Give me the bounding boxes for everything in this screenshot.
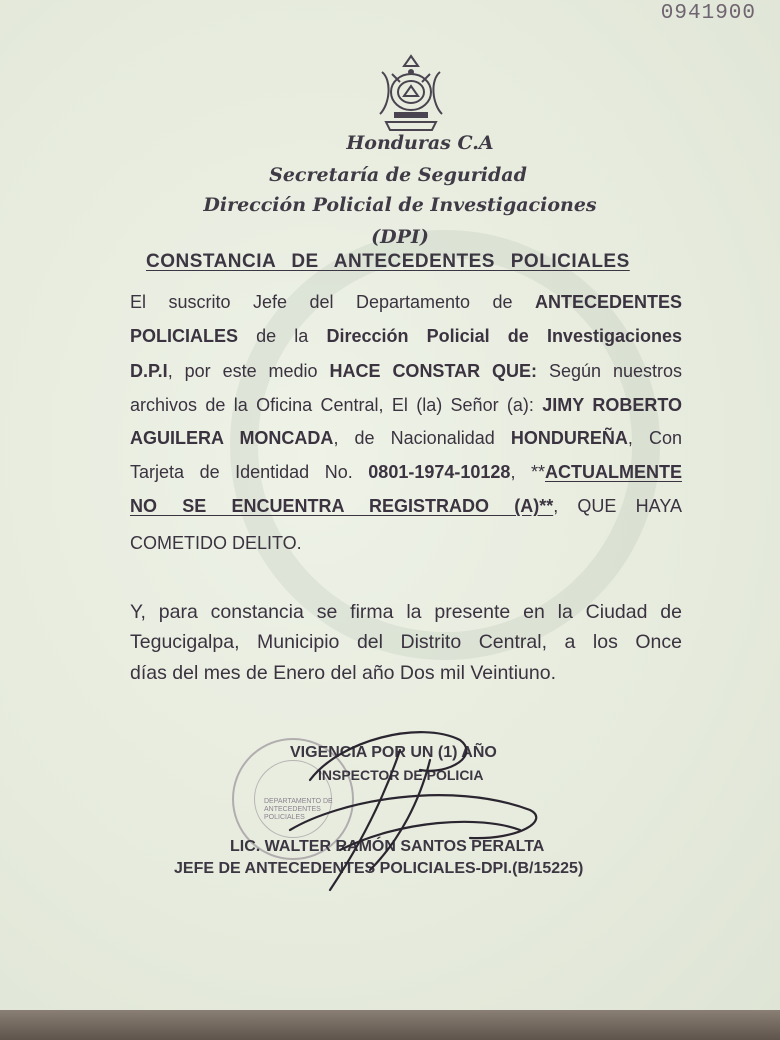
body-line-6: Tarjeta de Identidad No. 0801-1974-10128, **ACTUALMENTE xyxy=(130,462,682,482)
coat-of-arms-emblem xyxy=(372,52,450,134)
handwritten-signature xyxy=(250,720,570,900)
body-line-3: D.P.I, por este medio HACE CONSTAR QUE: Según nuestros xyxy=(130,361,683,381)
body-line-8: COMETIDO DELITO. xyxy=(130,533,302,553)
closing-line-1: Y, para constancia se firma la presente en la Ciudad de xyxy=(130,601,682,623)
officer-name: LIC. WALTER RAMÓN SANTOS PERALTA xyxy=(230,838,545,855)
header-acronym: (DPI) xyxy=(371,226,429,248)
body-line-5: AGUILERA MONCADA, de Nacionalidad HONDUREÑA, Con xyxy=(130,428,682,448)
serial-number: 0941900 xyxy=(660,2,756,25)
officer-position: JEFE DE ANTECEDENTES POLICIALES-DPI.(B/15225) xyxy=(174,860,584,877)
body-line-2: POLICIALES de la Dirección Policial de Investigaciones xyxy=(130,326,682,346)
table-surface xyxy=(0,1010,780,1040)
header-ministry: Secretaría de Seguridad xyxy=(269,164,527,186)
body-line-7: NO SE ENCUENTRA REGISTRADO (A)**, QUE HAYA xyxy=(130,496,682,516)
header-directorate: Dirección Policial de Investigaciones xyxy=(203,194,597,216)
body-line-1: El suscrito Jefe del Departamento de ANTECEDENTES xyxy=(130,292,682,312)
body-line-4: archivos de la Oficina Central, El (la) Señor (a): JIMY ROBERTO xyxy=(130,395,682,415)
document-title: CONSTANCIA DE ANTECEDENTES POLICIALES xyxy=(146,251,630,272)
officer-rank: INSPECTOR DE POLICIA xyxy=(318,767,484,783)
closing-line-3: días del mes de Enero del año Dos mil Veintiuno. xyxy=(130,662,557,684)
validity-line: VIGENCIA POR UN (1) AÑO xyxy=(290,744,497,761)
header-country: Honduras C.A xyxy=(346,132,494,154)
stamp-text: DEPARTAMENTO DE ANTECEDENTES POLICIALES xyxy=(264,798,333,821)
closing-line-2: Tegucigalpa, Municipio del Distrito Central, a los Once xyxy=(130,631,682,653)
